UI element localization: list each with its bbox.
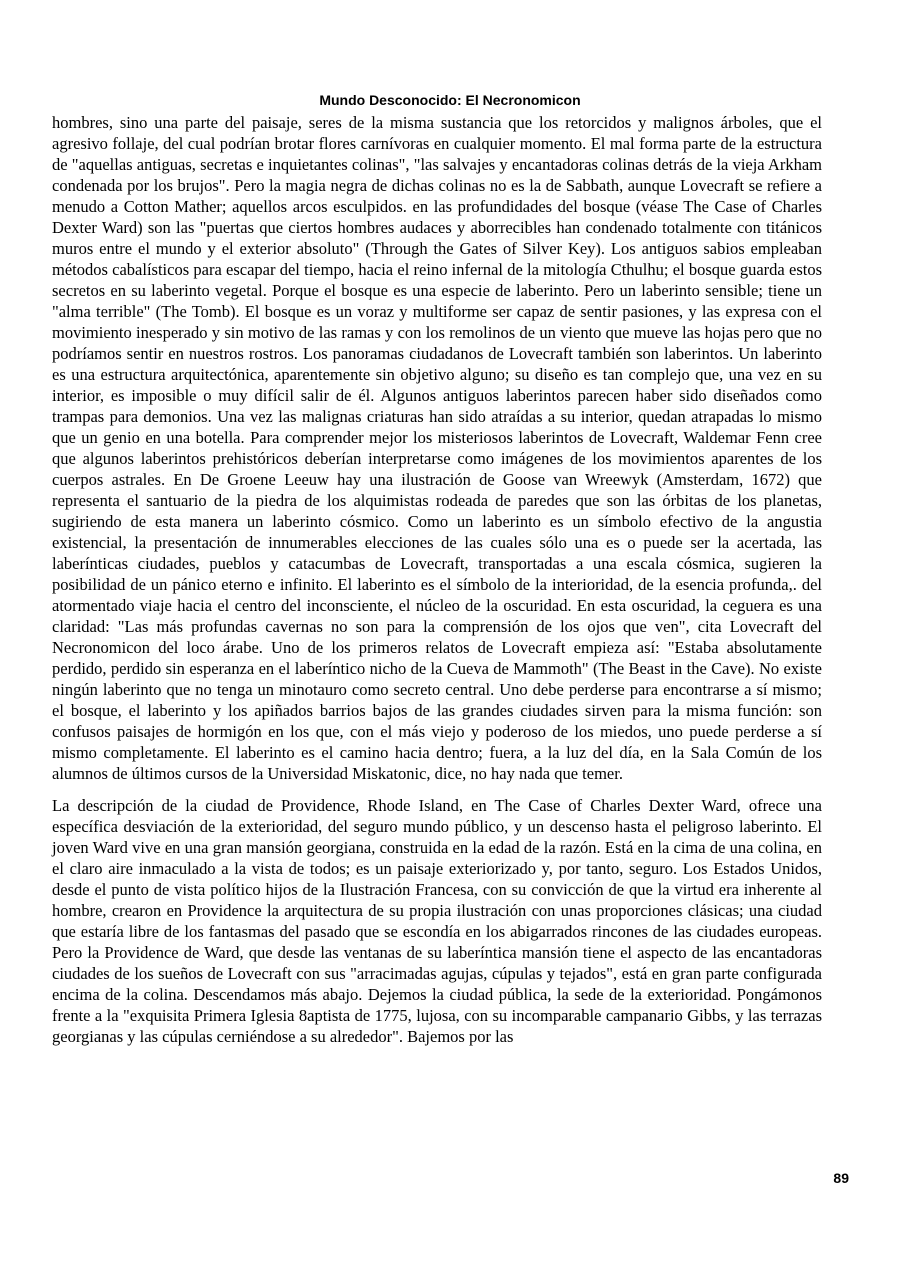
body-text (52, 112, 822, 1047)
paragraph: hombres, sino una parte del paisaje, seres de la misma sustancia que los retorcidos y malignos árboles, que el agresivo follaje, del cual podrían brotar flores carnívoras en cualquier momento. El mal forma parte de la estructura de "aquellas antiguas, secretas e inquietantes colinas", "las salvajes y encantadoras colinas detrás de la vieja Arkham condenada por los brujos". Pero la magia negra de dichas colinas no es la de Sabbath, aunque Lovecraft se refiere a menudo a Cotton Mather; aquellos arcos esculpidos. en las profundidades del bosque (véase The Case of Charles Dexter Ward) son las "puertas que ciertos hombres audaces y aborrecibles han condenado totalmente con titánicos muros entre el mundo y el exterior absoluto" (Through the Gates of Silver Key). Los antiguos sabios empleaban métodos cabalísticos para escapar del tiempo, hacia el reino infernal de la mitología Cthulhu; el bosque guarda estos secretos en su laberinto vegetal. Porque el bosque es una especie de laberinto. Pero un laberinto sensible; tiene un "alma terrible" (The Tomb). El bosque es un voraz y multiforme ser capaz de sentir pasiones, y las expresa con el movimiento inesperado y sin motivo de las ramas y con los remolinos de un viento que mueve las hojas pero que no podríamos sentir en nuestros rostros. Los panoramas ciudadanos de Lovecraft también son laberintos. Un laberinto es una estructura arquitectónica, aparentemente sin objetivo alguno; su diseño es tan complejo que, una vez en su interior, es imposible o muy difícil salir de él. Algunos antiguos laberintos parecen haber sido diseñados como trampas para demonios. Una vez las malignas criaturas han sido atraídas a su interior, quedan atrapadas lo mismo que un genio en una botella. Para comprender mejor los misteriosos laberintos de Lovecraft, Waldemar Fenn cree que algunos laberintos prehistóricos deberían interpretarse como imágenes de los movimientos aparentes de los cuerpos astrales. En De Groene Leeuw hay una ilustración de Goose van Wreewyk (Amsterdam, 1672) que representa el santuario de la piedra de los alquimistas rodeada de paredes que son las órbitas de los planetas, sugiriendo de esta manera un laberinto cósmico. Como un laberinto es un símbolo efectivo de la angustia existencial, la presentación de innumerables elecciones de las cuales sólo una es o puede ser la acertada, las laberínticas ciudades, pueblos y catacumbas de Lovecraft, transportadas a una escala cósmica, sugieren la posibilidad de un pánico eterno e infinito. El laberinto es el símbolo de la interioridad, de la esencia profunda,. del atormentado viaje hacia el centro del inconsciente, el núcleo de la oscuridad. En esta oscuridad, la ceguera es una claridad: "Las más profundas cavernas no son para la comprensión de los ojos que ven", cita Lovecraft del Necronomicon del loco árabe. Uno de los primeros relatos de Lovecraft empieza así: "Estaba absolutamente perdido, perdido sin esperanza en el laberíntico nicho de la Cueva de Mammoth" (The Beast in the Cave). No existe ningún laberinto que no tenga un minotauro como secreto central. Uno debe perderse para encontrarse a sí mismo; el bosque, el laberinto y los apiñados barrios bajos de las grandes ciudades sirven para la misma función: son confusos paisajes de hormigón en los que, con el más viejo y poderoso de los miedos, uno puede perderse a sí mismo completamente. El laberinto es el camino hacia dentro; fuera, a la luz del día, en la Sala Común de los alumnos de últimos cursos de la Universidad Miskatonic, dice, no hay nada que temer. (52, 113, 822, 783)
running-header: Mundo Desconocido: El Necronomicon (319, 92, 581, 108)
paragraph: La descripción de la ciudad de Providence, Rhode Island, en The Case of Charles Dexter Ward, ofrece una específica desviación de la exterioridad, del seguro mundo público, y un descenso hasta el peligroso laberinto. El joven Ward vive en una gran mansión georgiana, construida en la edad de la razón. Está en la cima de una colina, en el claro aire inmaculado a la vista de todos; es un paisaje exteriorizado y, por tanto, seguro. Los Estados Unidos, desde el punto de vista político hijos de la Ilustración Francesa, con su convicción de que la virtud era inherente al hombre, crearon en Providence la arquitectura de su propia ilustración con unas proporciones clásicas; una ciudad que estaría libre de los fantasmas del pasado que se escondía en los abigarrados rincones de las ciudades europeas. Pero la Providence de Ward, que desde las ventanas de su laberíntica mansión tiene el aspecto de las encantadoras ciudades de los sueños de Lovecraft con sus "arracimadas agujas, cúpulas y tejados", está en gran parte configurada encima de la colina. Descendamos más abajo. Dejemos la ciudad pública, la sede de la exterioridad. Pongámonos frente a la "exquisita Primera Iglesia 8aptista de 1775, lujosa, con su incomparable campanario Gibbs, y las terrazas georgianas y las cúpulas cerniéndose a su alrededor". Bajemos por las (52, 796, 822, 1046)
page-number: 89 (833, 1170, 849, 1186)
